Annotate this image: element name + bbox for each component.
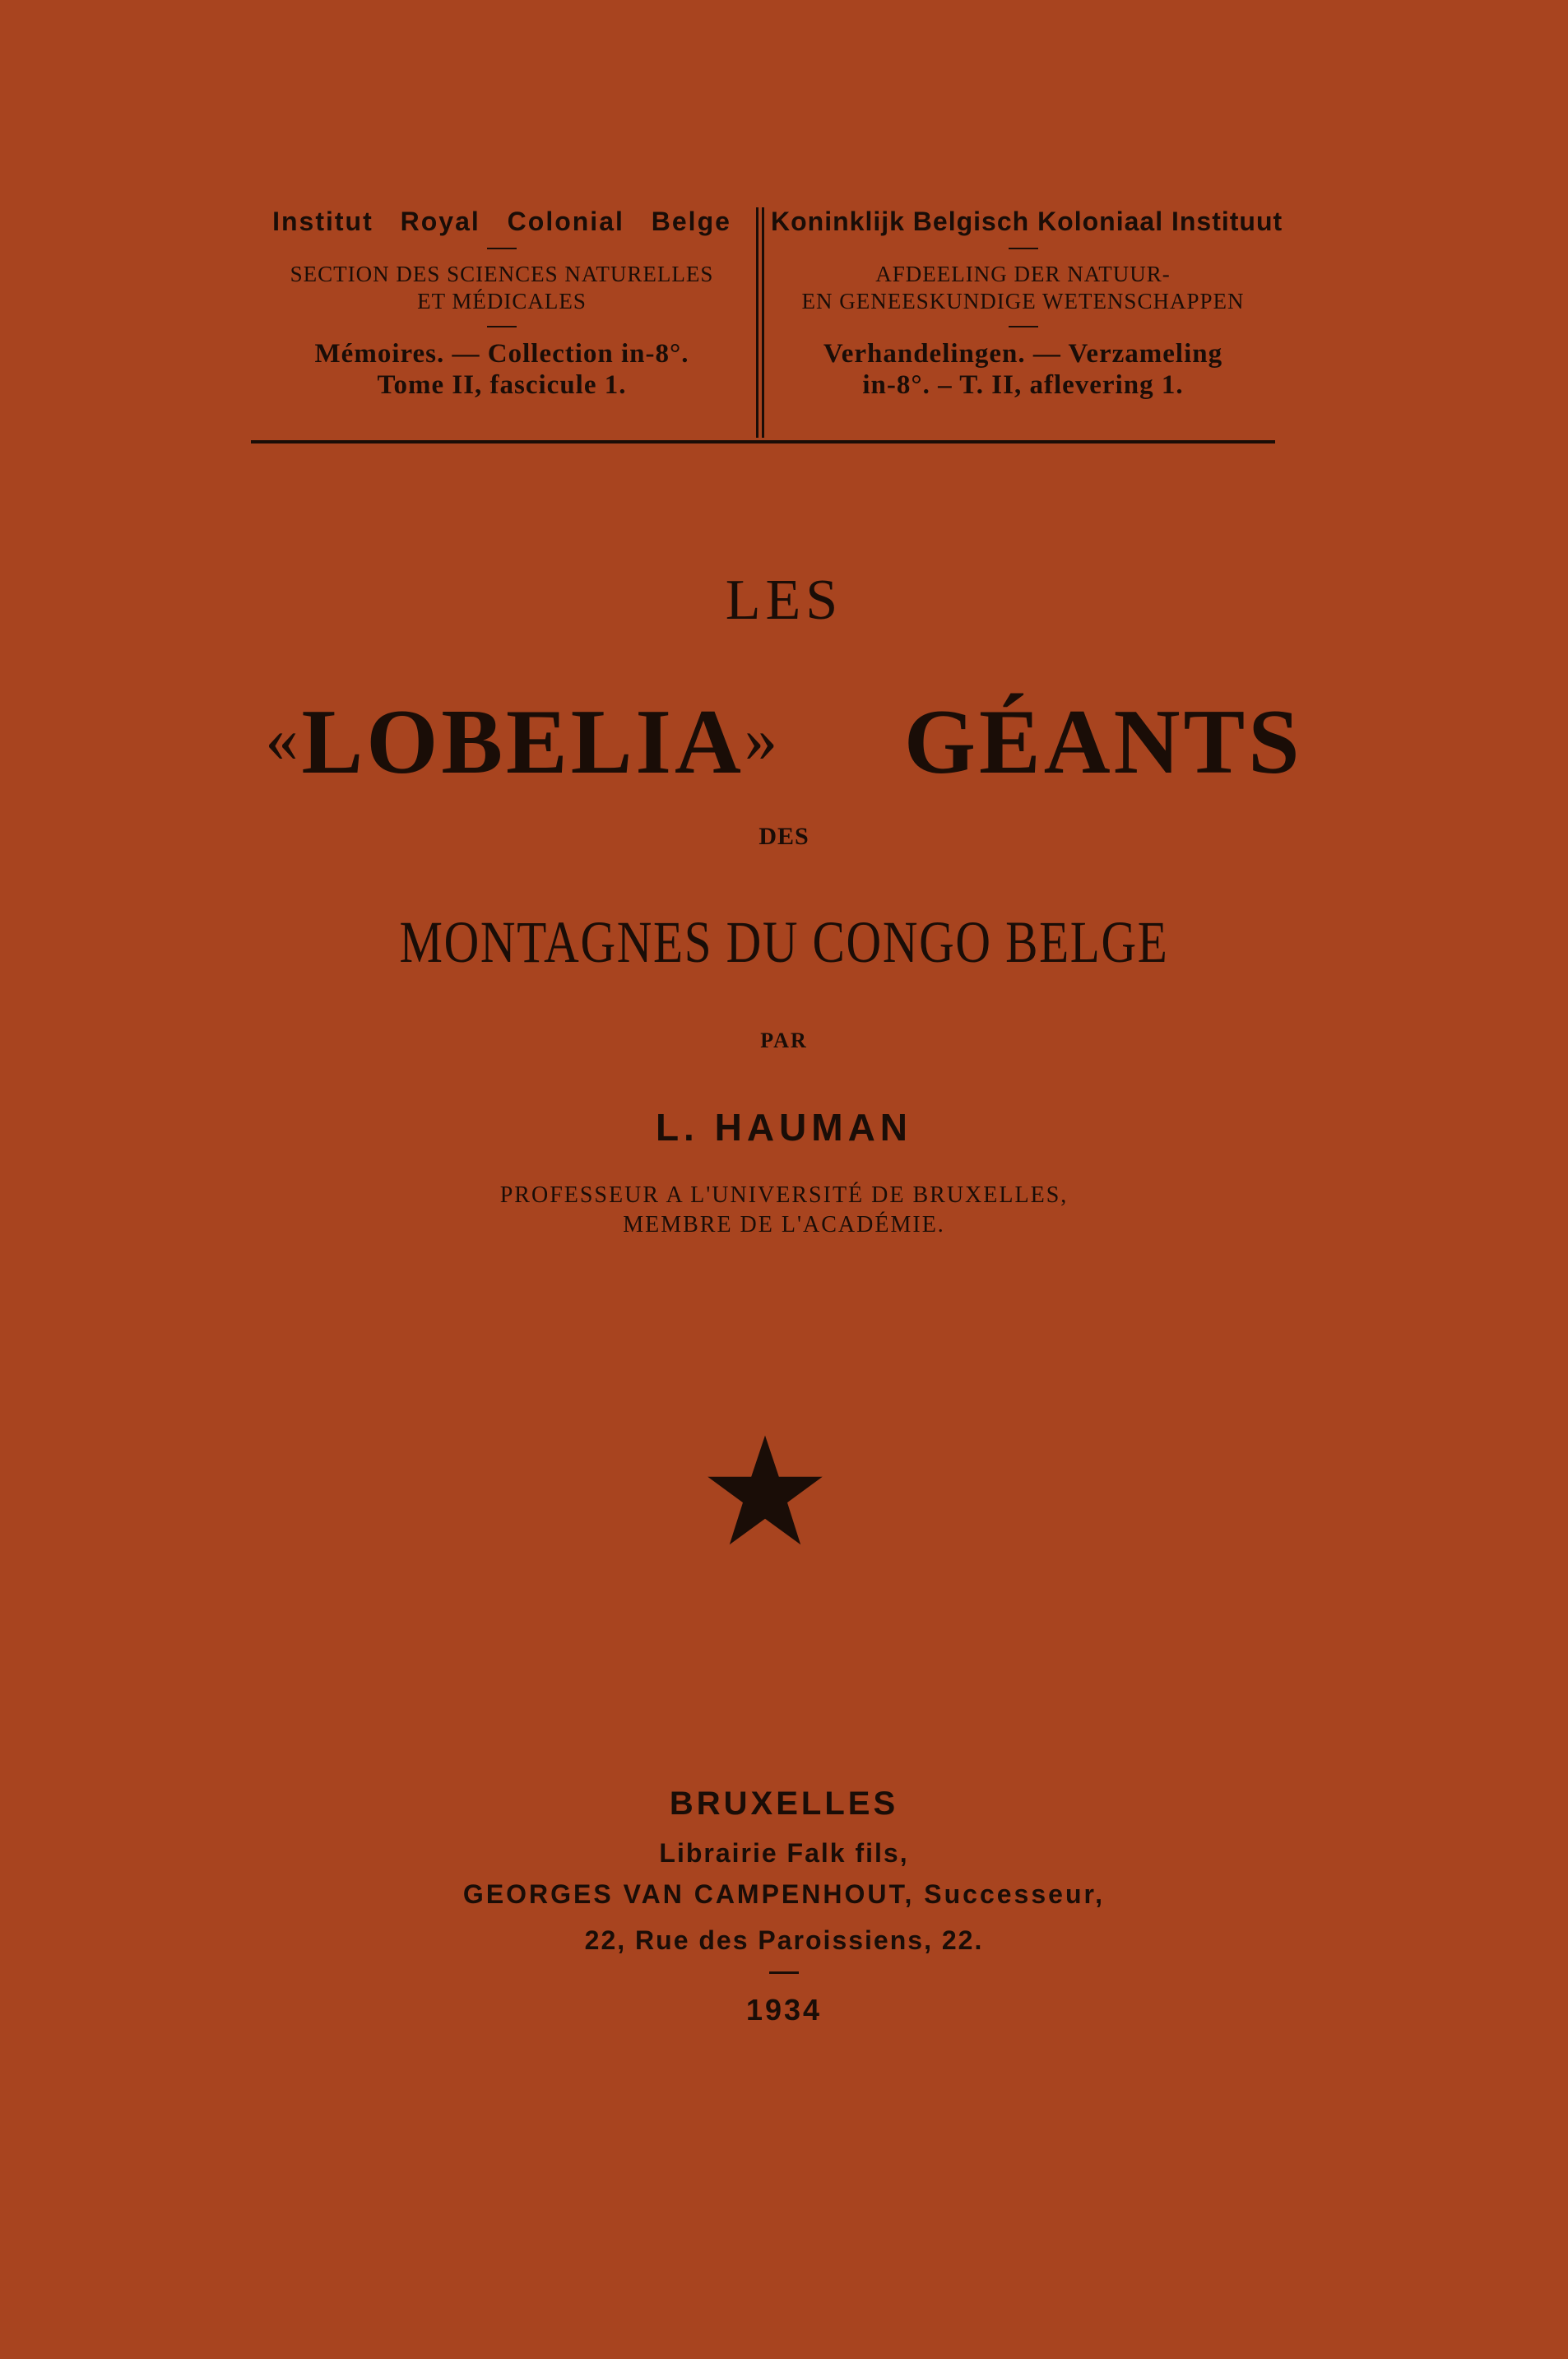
author-name: L. HAUMAN (655, 1106, 913, 1149)
publisher-successor: GEORGES VAN CAMPENHOUT, Successeur, (462, 1879, 1106, 1909)
publication-year: 1934 (745, 1993, 823, 2027)
institute-name-dutch: Koninklijk Belgisch Koloniaal Instituut (771, 207, 1283, 236)
series-french-line2: Tome II, fascicule 1. (377, 369, 627, 400)
series-dutch-line1: Verhandelingen. — Verzameling (823, 338, 1223, 369)
section-name-french-line1: SECTION DES SCIENCES NATURELLES (290, 262, 714, 287)
section-name-dutch-line2: EN GENEESKUNDIGE WETENSCHAPPEN (801, 288, 1245, 313)
title-lobelia: LOBELIA (301, 691, 745, 793)
author-affiliation-line1: PROFESSEUR A L'UNIVERSITÉ DE BRUXELLES, (499, 1182, 1069, 1208)
title-montagnes: MONTAGNES DU CONGO BELGE (399, 909, 1169, 975)
title-close-quote: » (744, 704, 781, 776)
header-dash (487, 326, 517, 327)
title-geants: GÉANTS (903, 691, 1303, 793)
header-dash (487, 248, 517, 249)
header-rule (251, 440, 1275, 443)
title-main (0, 690, 1568, 796)
section-name-dutch-line1: AFDEELING DER NATUUR- (875, 262, 1171, 287)
header-column-divider (756, 207, 764, 438)
header-french-column (251, 207, 753, 402)
publisher-dash (769, 1971, 799, 1974)
star-icon (702, 1432, 828, 1555)
section-name-french-line2: ET MÉDICALES (417, 288, 587, 313)
series-french-line1: Mémoires. — Collection in-8°. (314, 338, 689, 369)
publisher-librairie: Librairie Falk fils, (659, 1838, 909, 1868)
cover-header (251, 207, 1283, 446)
author-affiliation-line2: MEMBRE DE L'ACADÉMIE. (623, 1212, 945, 1238)
header-dash (1009, 326, 1038, 327)
title-des: DES (758, 823, 810, 850)
series-dutch-line2: in-8°. – T. II, aflevering 1. (862, 369, 1184, 400)
institute-name-french: Institut Royal Colonial Belge (272, 207, 731, 236)
publisher-city: BRUXELLES (669, 1786, 899, 1822)
header-dash (1009, 248, 1038, 249)
author-par: PAR (760, 1029, 808, 1052)
author-affiliation (0, 1181, 1568, 1241)
publisher-address: 22, Rue des Paroissiens, 22. (584, 1925, 984, 1955)
title-les: LES (725, 569, 843, 632)
title-open-quote: « (265, 704, 302, 776)
header-dutch-column (771, 207, 1283, 402)
